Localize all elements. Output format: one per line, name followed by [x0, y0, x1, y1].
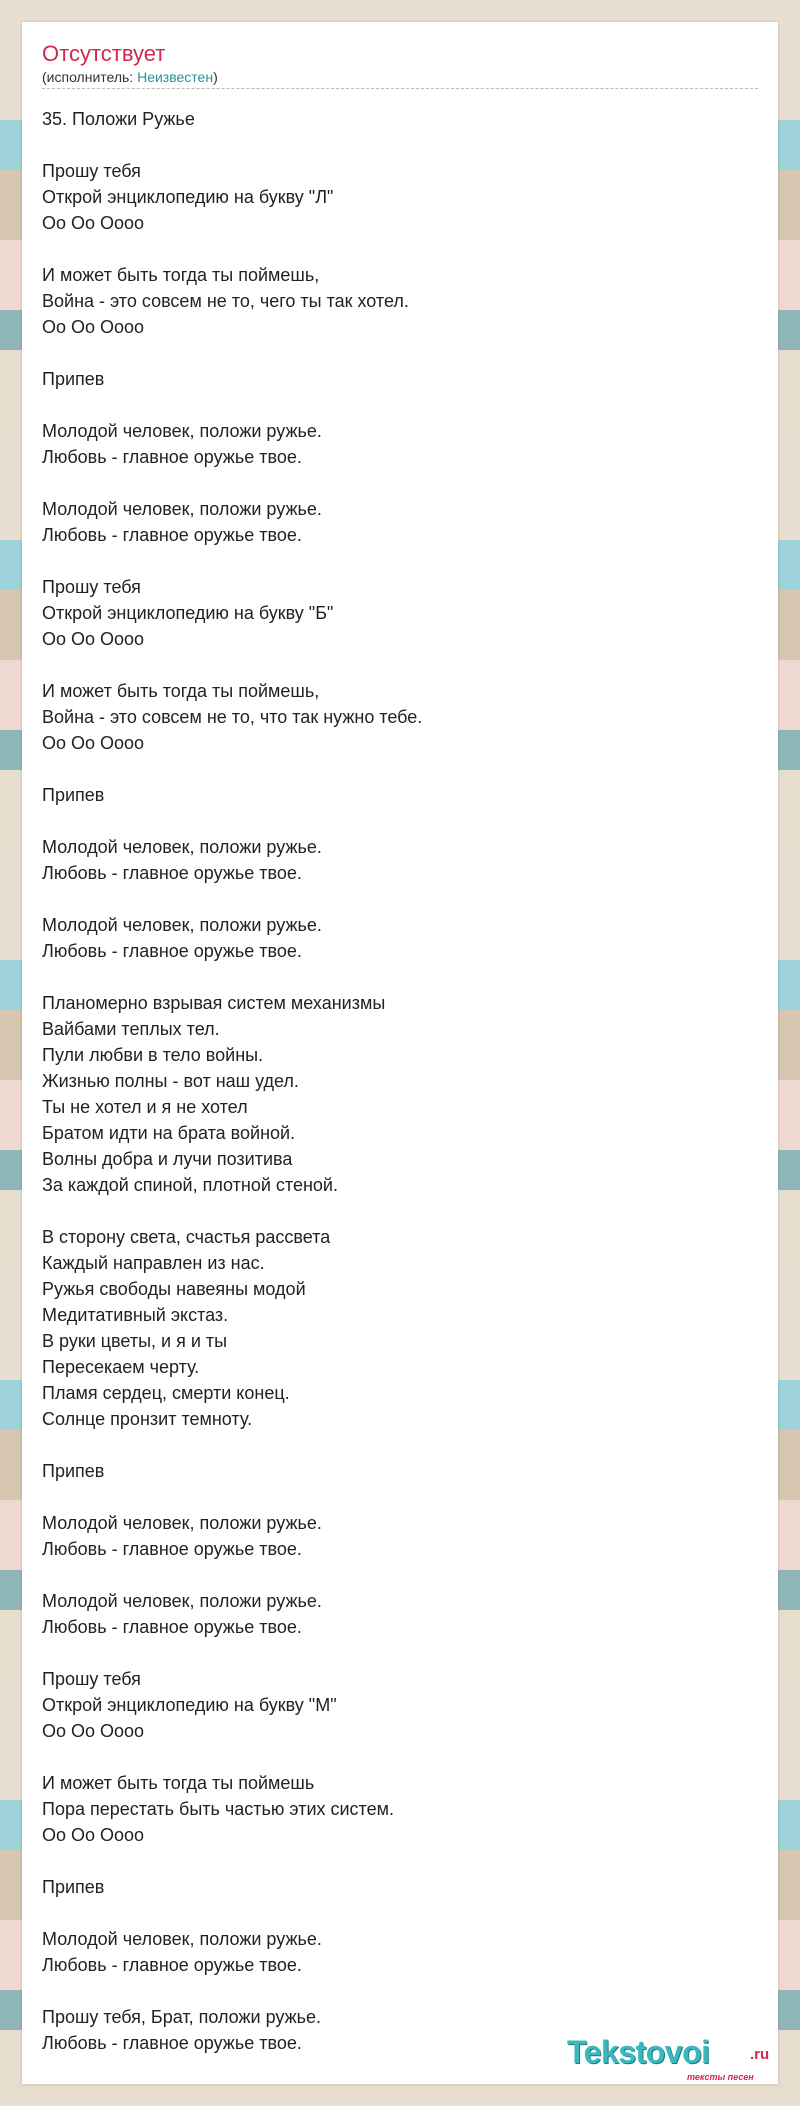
lyric-line: Оо Оо Оооо [42, 213, 145, 233]
lyric-line [42, 1640, 758, 1666]
lyric-line [42, 652, 758, 678]
lyric-line: Солнце пронзит темноту. [42, 1409, 253, 1429]
lyric-line [42, 1484, 758, 1510]
lyric-line [42, 392, 758, 418]
lyric-line [42, 808, 758, 834]
logo-tagline: тексты песен [687, 2072, 754, 2082]
lyric-line: Планомерно взрывая систем механизмы [42, 993, 386, 1013]
lyric-line: В сторону света, счастья рассвета [42, 1227, 331, 1247]
artist-line [42, 68, 758, 86]
lyric-line: Пересекаем черту. [42, 1357, 200, 1377]
lyric-line: Волны добра и лучи позитива [42, 1149, 293, 1169]
artist-suffix: ) [213, 69, 218, 85]
lyric-line: Любовь - главное оружье твое. [42, 1539, 302, 1559]
lyric-line: Пламя сердец, смерти конец. [42, 1383, 290, 1403]
lyric-line: Оо Оо Оооо [42, 629, 145, 649]
lyric-line: Оо Оо Оооо [42, 1721, 145, 1741]
lyrics-card [22, 22, 778, 2084]
lyric-line: Ружья свободы навеяны модой [42, 1279, 306, 1299]
lyric-line: Жизнью полны - вот наш удел. [42, 1071, 299, 1091]
logo-domain: .ru [750, 2046, 770, 2063]
lyric-line [42, 470, 758, 496]
lyric-line: Пора перестать быть частью этих систем. [42, 1799, 394, 1819]
lyric-line: Прошу тебя [42, 161, 141, 181]
lyric-line: Оо Оо Оооо [42, 317, 145, 337]
lyric-line: Любовь - главное оружье твое. [42, 447, 302, 467]
song-header [42, 40, 758, 89]
lyric-line: Медитативный экстаз. [42, 1305, 229, 1325]
lyric-line [42, 132, 758, 158]
lyric-line [42, 886, 758, 912]
lyric-line [42, 1198, 758, 1224]
lyric-line: Война - это совсем не то, что так нужно тебе. [42, 707, 423, 727]
lyric-line: Припев [42, 785, 105, 805]
lyric-line [42, 1978, 758, 2004]
lyric-line: Пули любви в тело войны. [42, 1045, 264, 1065]
lyric-line: Любовь - главное оружье твое. [42, 525, 302, 545]
logo-wordmark: Tekstovoi [567, 2034, 710, 2070]
lyric-line: Прошу тебя [42, 1669, 141, 1689]
lyric-line: 35. Положи Ружье [42, 109, 195, 129]
lyric-line: Молодой человек, положи ружье. [42, 1929, 322, 1949]
lyric-line: И может быть тогда ты поймешь, [42, 265, 320, 285]
lyric-line: Любовь - главное оружье твое. [42, 1617, 302, 1637]
lyric-line: Открой энциклопедию на букву "М" [42, 1695, 337, 1715]
lyric-line: Молодой человек, положи ружье. [42, 837, 322, 857]
lyric-line [42, 964, 758, 990]
lyrics-text [42, 106, 758, 2056]
lyric-line [42, 548, 758, 574]
lyric-line: Ты не хотел и я не хотел [42, 1097, 248, 1117]
lyric-line: Открой энциклопедию на букву "Л" [42, 187, 334, 207]
lyric-line: Припев [42, 1877, 105, 1897]
lyric-line: Вайбами теплых тел. [42, 1019, 220, 1039]
lyric-line: Прошу тебя, Брат, положи ружье. [42, 2007, 322, 2027]
lyric-line: Любовь - главное оружье твое. [42, 2033, 302, 2053]
lyric-line: Припев [42, 369, 105, 389]
lyric-line: Война - это совсем не то, чего ты так хотел. [42, 291, 409, 311]
lyric-line: Молодой человек, положи ружье. [42, 421, 322, 441]
lyric-line: Каждый направлен из нас. [42, 1253, 265, 1273]
lyric-line [42, 1900, 758, 1926]
site-logo[interactable] [567, 2034, 770, 2084]
lyric-line: И может быть тогда ты поймешь [42, 1773, 315, 1793]
lyric-line: Оо Оо Оооо [42, 733, 145, 753]
lyric-line: Любовь - главное оружье твое. [42, 941, 302, 961]
lyric-line: Любовь - главное оружье твое. [42, 1955, 302, 1975]
lyric-line [42, 1562, 758, 1588]
lyric-line [42, 1432, 758, 1458]
lyric-line: Братом идти на брата войной. [42, 1123, 296, 1143]
lyric-line: Молодой человек, положи ружье. [42, 1513, 322, 1533]
lyric-line [42, 340, 758, 366]
lyric-line [42, 756, 758, 782]
lyric-line: Прошу тебя [42, 577, 141, 597]
lyric-line: Молодой человек, положи ружье. [42, 1591, 322, 1611]
lyric-line: Молодой человек, положи ружье. [42, 915, 322, 935]
song-title: Отсутствует [42, 41, 166, 66]
lyric-line: В руки цветы, и я и ты [42, 1331, 228, 1351]
lyric-line: Припев [42, 1461, 105, 1481]
lyric-line: За каждой спиной, плотной стеной. [42, 1175, 338, 1195]
artist-prefix: (исполнитель: [42, 69, 138, 85]
lyric-line [42, 1744, 758, 1770]
lyric-line: Любовь - главное оружье твое. [42, 863, 302, 883]
lyric-line: Молодой человек, положи ружье. [42, 499, 322, 519]
lyric-line [42, 236, 758, 262]
lyric-line: Открой энциклопедию на букву "Б" [42, 603, 334, 623]
lyric-line: И может быть тогда ты поймешь, [42, 681, 320, 701]
artist-link[interactable]: Неизвестен [137, 69, 214, 85]
lyric-line: Оо Оо Оооо [42, 1825, 145, 1845]
lyric-line [42, 1848, 758, 1874]
